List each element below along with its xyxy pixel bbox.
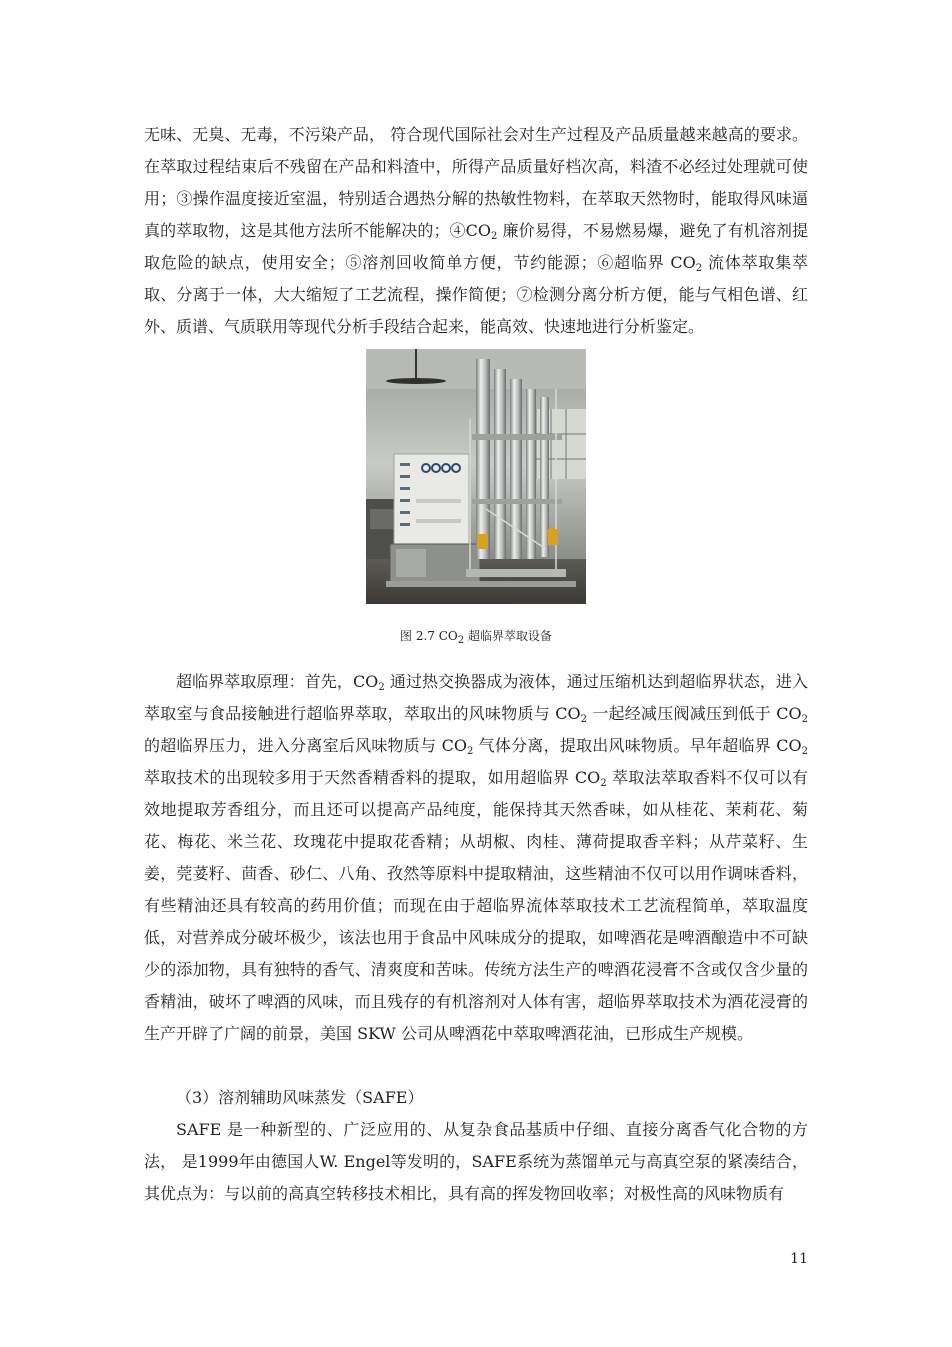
- figure-caption: 图 2.7 $CO_2$ 超临界萃取设备: [400, 629, 552, 646]
- co2-extraction-equipment-photo: [366, 349, 586, 604]
- section-heading-safe: （3）溶剂辅助风味蒸发（SAFE）: [176, 1088, 424, 1107]
- page-number: 11: [790, 1251, 808, 1267]
- paragraph-safe-description: SAFE 是一种新型的、广泛应用的、从复杂食品基质中仔细、直接分离香气化合物的方法， 是1999年由德国人W. Engel等发明的，SAFE系统为蒸馏单元与高真空泵的紧凑结合，其优点为：与以前的高真空转移技术相比，具有高的挥发物回收率；对极性高的风味物质有: [144, 1120, 808, 1203]
- paragraph-supercritical-principle: 超临界萃取原理：首先，$CO_2$ 通过热交换器成为液体，通过压缩机达到超临界状态，进入萃取室与食品接触进行超临界萃取，萃取出的风味物质与 $CO_2$ 一起经减压阀减压到低于 $CO_2$ 的超临界压力，进入分离室后风味物质与 $CO_2$ 气体分离，提取出风味物质。早年超临界 $CO_2$ 萃取技术的出现较多用于天然香精香料的提取，如用超临界 $CO_2$ 萃取法萃取香料不仅可以有效地提取芳香组分，而且还可以提高产品纯度，能保持其天然香味，如从桂花、茉莉花、菊花、梅花、米兰花、玫瑰花中提取花香精；从胡椒、肉桂、薄荷提取香辛料；从芹菜籽、生姜，莞荽籽、茴香、砂仁、八角、孜然等原料中提取精油，这些精油不仅可以用作调味香料，有些精油还具有较高的药用价值；而现在由于超临界流体萃取技术工艺流程简单，萃取温度低，对营养成分破坏极少，该法也用于食品中风味成分的提取，如啤酒花是啤酒酿造中不可缺少的添加物，具有独特的香气、清爽度和苦味。传统方法生产的啤酒花浸膏不含或仅含少量的香精油，破坏了啤酒的风味，而且残存的有机溶剂对人体有害，超临界萃取技术为酒花浸膏的生产开辟了广阔的前景，美国 SKW 公司从啤酒花中萃取啤酒花油，已形成生产规模。: [144, 672, 808, 1043]
- paragraph-co2-advantages: 无味、无臭、无毒，不污染产品， 符合现代国际社会对生产过程及产品质量越来越高的要求。在萃取过程结束后不残留在产品和料渣中，所得产品质量好档次高，料渣不必经过处理就可使用；③操作温度接近室温，特别适合遇热分解的热敏性物料，在萃取天然物时，能取得风味逼真的萃取物，这是其他方法所不能解决的；$④CO_2$ 廉价易得，不易燃易爆，避免了有机溶剂提取危险的缺点，使用安全；⑤溶剂回收简单方便，节约能源；⑥超临界 $CO_2$ 流体萃取集萃取、分离于一体，大大缩短了工艺流程，操作简便；⑦检测分离分析方便，能与气相色谱、红外、质谱、气质联用等现代分析手段结合起来，能高效、快速地进行分析鉴定。: [144, 125, 808, 336]
